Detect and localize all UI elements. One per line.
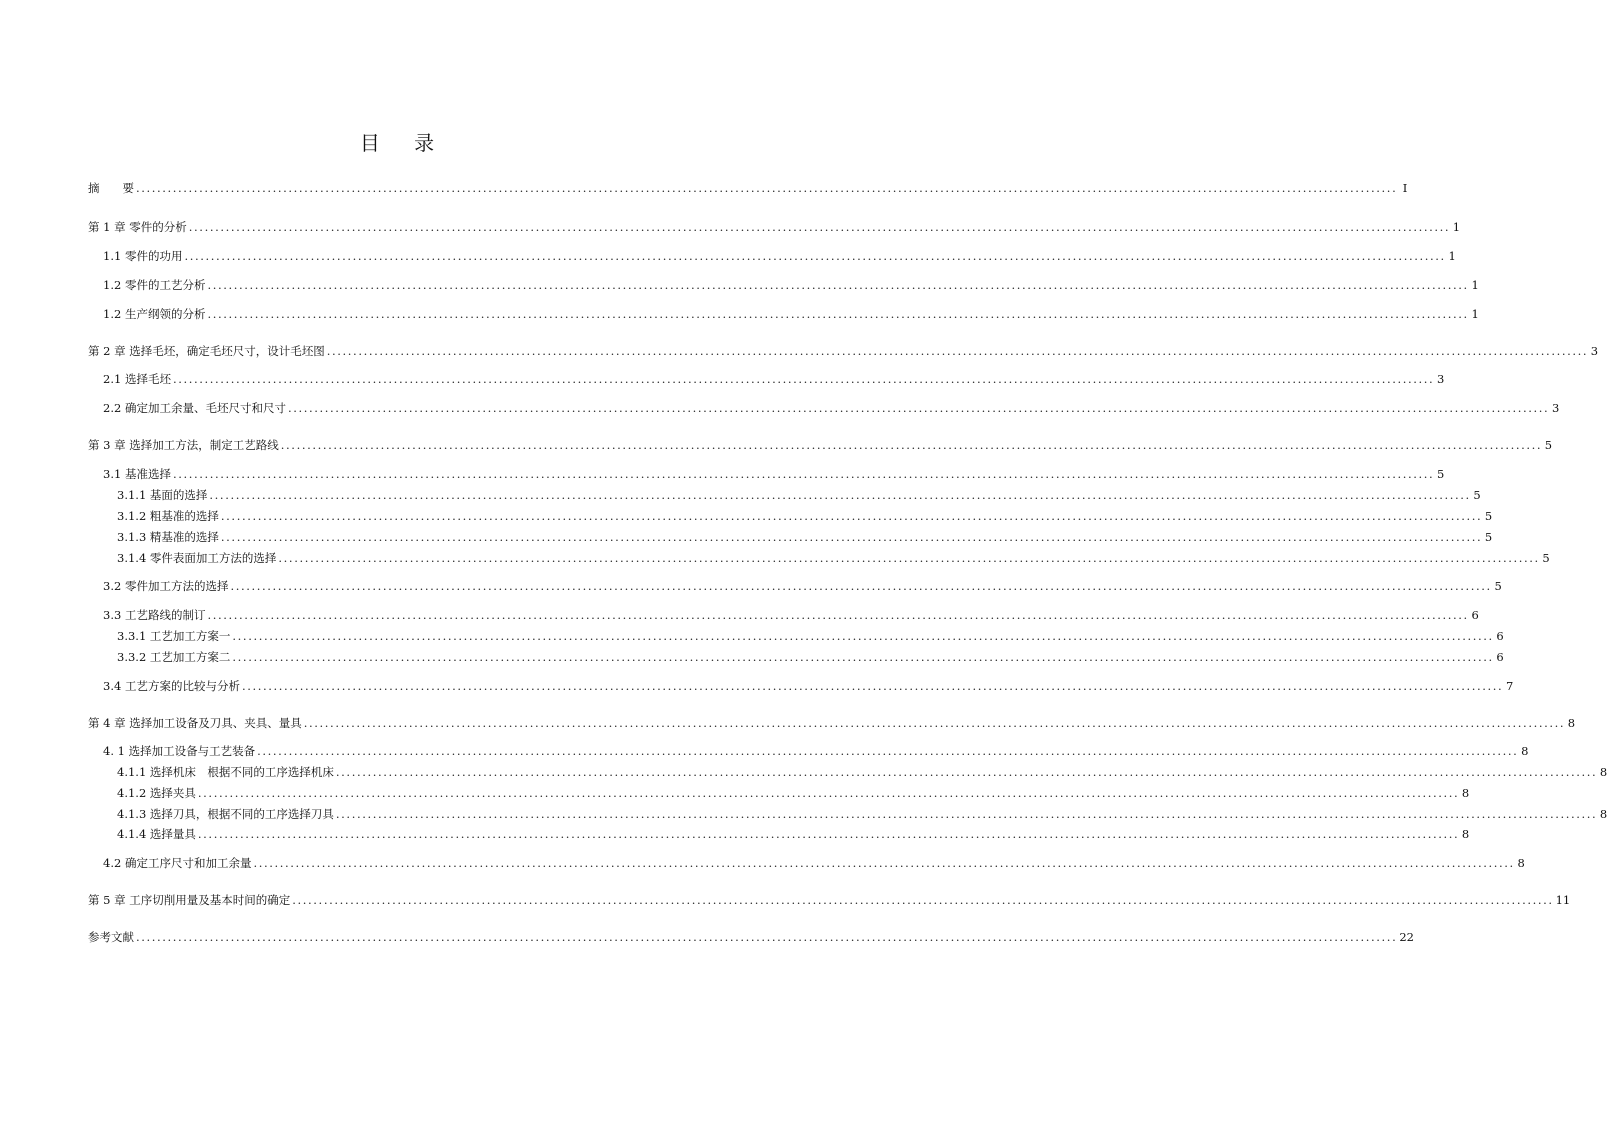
toc-entry-label: 第 4 章 选择加工设备及刀具、夹具、量具 bbox=[88, 716, 302, 730]
toc-entry-page: 5 bbox=[1484, 509, 1493, 523]
toc-entry-page: 8 bbox=[1599, 807, 1607, 821]
toc-entry-label: 4. 1 选择加工设备与工艺装备 bbox=[103, 744, 256, 758]
page-title: 目 录 bbox=[359, 131, 449, 155]
toc-entry-label: 3.3.1 工艺加工方案一 bbox=[117, 629, 231, 643]
toc-leader-dots: ................................................................................................................................................................................................................................................ bbox=[188, 220, 1451, 234]
toc-entry-section-1-2b[interactable] bbox=[103, 306, 1479, 322]
toc-entry-section-3-2[interactable] bbox=[103, 578, 1502, 594]
toc-leader-dots: ................................................................................................................................................................................................................................................ bbox=[303, 716, 1566, 730]
toc-entry-page: 8 bbox=[1567, 716, 1576, 730]
toc-entry-section-4-1-2[interactable] bbox=[117, 785, 1470, 801]
toc-entry-section-4-1-3[interactable] bbox=[117, 806, 1607, 822]
toc-leader-dots: ................................................................................................................................................................................................................................................ bbox=[197, 786, 1460, 800]
toc-entry-section-2-1[interactable] bbox=[103, 371, 1445, 387]
toc-entry-label: 参考文献 bbox=[88, 930, 134, 944]
toc-entry-chapter-5[interactable] bbox=[88, 892, 1571, 908]
toc-entry-label: 4.1.2 选择夹具 bbox=[117, 786, 196, 800]
toc-entry-label: 3.1 基准选择 bbox=[103, 467, 171, 481]
toc-entry-page: 3 bbox=[1436, 372, 1445, 386]
toc-leader-dots: ................................................................................................................................................................................................................................................ bbox=[287, 401, 1550, 415]
toc-entry-page: 7 bbox=[1505, 679, 1514, 693]
toc-entry-label: 第 1 章 零件的分析 bbox=[88, 220, 187, 234]
toc-leader-dots: ................................................................................................................................................................................................................................................ bbox=[326, 344, 1589, 358]
toc-entry-label: 1.1 零件的功用 bbox=[103, 249, 183, 263]
toc-entry-page: 8 bbox=[1599, 765, 1607, 779]
toc-entry-page: 5 bbox=[1484, 530, 1493, 544]
toc-entry-section-4-1-4[interactable] bbox=[117, 826, 1470, 842]
toc-entry-page: 1 bbox=[1452, 220, 1461, 234]
toc-entry-label: 4.1.1 选择机床 根据不同的工序选择机床 bbox=[117, 765, 334, 779]
toc-entry-references[interactable] bbox=[88, 929, 1414, 945]
toc-entry-section-4-1-1[interactable] bbox=[117, 764, 1607, 780]
toc-entry-page: 8 bbox=[1517, 856, 1525, 870]
toc-entry-section-3-3[interactable] bbox=[103, 607, 1479, 623]
toc-entry-section-2-2[interactable] bbox=[103, 400, 1560, 416]
toc-leader-dots: ................................................................................................................................................................................................................................................ bbox=[335, 765, 1598, 779]
toc-entry-section-3-3-2[interactable] bbox=[117, 649, 1504, 665]
toc-leader-dots: ................................................................................................................................................................................................................................................ bbox=[220, 530, 1483, 544]
toc-entry-label: 摘 要 bbox=[88, 181, 134, 195]
toc-entry-label: 4.1.3 选择刀具，根据不同的工序选择刀具 bbox=[117, 807, 334, 821]
toc-entry-page: 3 bbox=[1590, 344, 1599, 358]
toc-entry-label: 3.1.2 粗基准的选择 bbox=[117, 509, 219, 523]
toc-entry-page: 6 bbox=[1471, 608, 1479, 622]
toc-entry-page: 6 bbox=[1496, 629, 1504, 643]
toc-leader-dots: ................................................................................................................................................................................................................................................ bbox=[209, 488, 1471, 502]
toc-entry-page: 22 bbox=[1399, 930, 1414, 944]
toc-entry-label: 第 2 章 选择毛坯，确定毛坯尺寸，设计毛坯图 bbox=[88, 344, 325, 358]
toc-entry-page: 1 bbox=[1471, 307, 1479, 321]
toc-leader-dots: ................................................................................................................................................................................................................................................ bbox=[232, 629, 1494, 643]
toc-entry-label: 1.2 零件的工艺分析 bbox=[103, 278, 206, 292]
toc-leader-dots: ................................................................................................................................................................................................................................................ bbox=[207, 278, 1469, 292]
toc-leader-dots: ................................................................................................................................................................................................................................................ bbox=[292, 893, 1554, 907]
toc-entry-page: 5 bbox=[1473, 488, 1481, 502]
toc-entry-label: 4.2 确定工序尺寸和加工余量 bbox=[103, 856, 252, 870]
toc-entry-label: 3.1.3 精基准的选择 bbox=[117, 530, 219, 544]
toc-entry-page: 11 bbox=[1555, 893, 1571, 907]
toc-leader-dots: ................................................................................................................................................................................................................................................ bbox=[253, 856, 1515, 870]
toc-entry-page: 1 bbox=[1448, 249, 1456, 263]
toc-entry-page: 8 bbox=[1461, 827, 1470, 841]
toc-leader-dots: ................................................................................................................................................................................................................................................ bbox=[220, 509, 1483, 523]
toc-entry-section-4-2[interactable] bbox=[103, 855, 1525, 871]
toc-leader-dots: ................................................................................................................................................................................................................................................ bbox=[207, 307, 1469, 321]
toc-entry-chapter-4[interactable] bbox=[88, 715, 1576, 731]
toc-leader-dots: ................................................................................................................................................................................................................................................ bbox=[136, 930, 1398, 944]
toc-entry-label: 3.1.1 基面的选择 bbox=[117, 488, 208, 502]
toc-leader-dots: ................................................................................................................................................................................................................................................ bbox=[278, 551, 1540, 565]
toc-entry-page: 5 bbox=[1542, 551, 1550, 565]
toc-leader-dots: ................................................................................................................................................................................................................................................ bbox=[207, 608, 1469, 622]
toc-entry-page: 5 bbox=[1544, 438, 1553, 452]
toc-leader-dots: ................................................................................................................................................................................................................................................ bbox=[335, 807, 1598, 821]
toc-entry-section-3-3-1[interactable] bbox=[117, 628, 1504, 644]
toc-entry-page: 6 bbox=[1496, 650, 1504, 664]
toc-leader-dots: ................................................................................................................................................................................................................................................ bbox=[172, 372, 1435, 386]
toc-entry-label: 3.2 零件加工方法的选择 bbox=[103, 579, 229, 593]
toc-leader-dots: ................................................................................................................................................................................................................................................ bbox=[257, 744, 1519, 758]
toc-leader-dots: ................................................................................................................................................................................................................................................ bbox=[241, 679, 1504, 693]
toc-entry-chapter-1[interactable] bbox=[88, 219, 1461, 235]
toc-entry-page: 3 bbox=[1551, 401, 1560, 415]
toc-entry-page: 5 bbox=[1436, 467, 1445, 481]
toc-entry-label: 4.1.4 选择量具 bbox=[117, 827, 196, 841]
toc-entry-section-3-1[interactable] bbox=[103, 466, 1445, 482]
toc-leader-dots: ................................................................................................................................................................................................................................................ bbox=[232, 650, 1494, 664]
toc-entry-page: 5 bbox=[1494, 579, 1502, 593]
toc-entry-section-3-1-3[interactable] bbox=[117, 529, 1493, 545]
toc-entry-label: 2.1 选择毛坯 bbox=[103, 372, 171, 386]
toc-entry-page: 8 bbox=[1521, 744, 1529, 758]
toc-entry-chapter-3[interactable] bbox=[88, 437, 1553, 453]
toc-entry-label: 3.4 工艺方案的比较与分析 bbox=[103, 679, 240, 693]
toc-entry-section-4-1[interactable] bbox=[103, 743, 1529, 759]
toc-entry-abstract[interactable] bbox=[88, 180, 1408, 196]
toc-entry-label: 3.1.4 零件表面加工方法的选择 bbox=[117, 551, 277, 565]
toc-entry-label: 第 5 章 工序切削用量及基本时间的确定 bbox=[88, 893, 291, 907]
toc-leader-dots: ................................................................................................................................................................................................................................................ bbox=[172, 467, 1435, 481]
toc-entry-section-3-4[interactable] bbox=[103, 678, 1514, 694]
toc-leader-dots: ................................................................................................................................................................................................................................................ bbox=[280, 438, 1543, 452]
toc-leader-dots: ................................................................................................................................................................................................................................................ bbox=[136, 181, 1398, 195]
toc-leader-dots: ................................................................................................................................................................................................................................................ bbox=[184, 249, 1446, 263]
toc-leader-dots: ................................................................................................................................................................................................................................................ bbox=[230, 579, 1492, 593]
toc-entry-label: 3.3 工艺路线的制订 bbox=[103, 608, 206, 622]
toc-entry-label: 3.3.2 工艺加工方案二 bbox=[117, 650, 231, 664]
toc-entry-chapter-2[interactable] bbox=[88, 343, 1599, 359]
toc-entry-page: 8 bbox=[1461, 786, 1470, 800]
toc-leader-dots: ................................................................................................................................................................................................................................................ bbox=[197, 827, 1460, 841]
toc-entry-section-1-1[interactable] bbox=[103, 248, 1456, 264]
toc-entry-page: 1 bbox=[1471, 278, 1479, 292]
toc-entry-section-1-2a[interactable] bbox=[103, 277, 1479, 293]
toc-entry-section-3-1-4[interactable] bbox=[117, 550, 1550, 566]
toc-entry-label: 1.2 生产纲领的分析 bbox=[103, 307, 206, 321]
toc-entry-section-3-1-1[interactable] bbox=[117, 487, 1481, 503]
toc-entry-label: 第 3 章 选择加工方法，制定工艺路线 bbox=[88, 438, 279, 452]
toc-entry-section-3-1-2[interactable] bbox=[117, 508, 1493, 524]
toc-entry-label: 2.2 确定加工余量、毛坯尺寸和尺寸 bbox=[103, 401, 286, 415]
toc-entry-page: I bbox=[1402, 181, 1408, 195]
